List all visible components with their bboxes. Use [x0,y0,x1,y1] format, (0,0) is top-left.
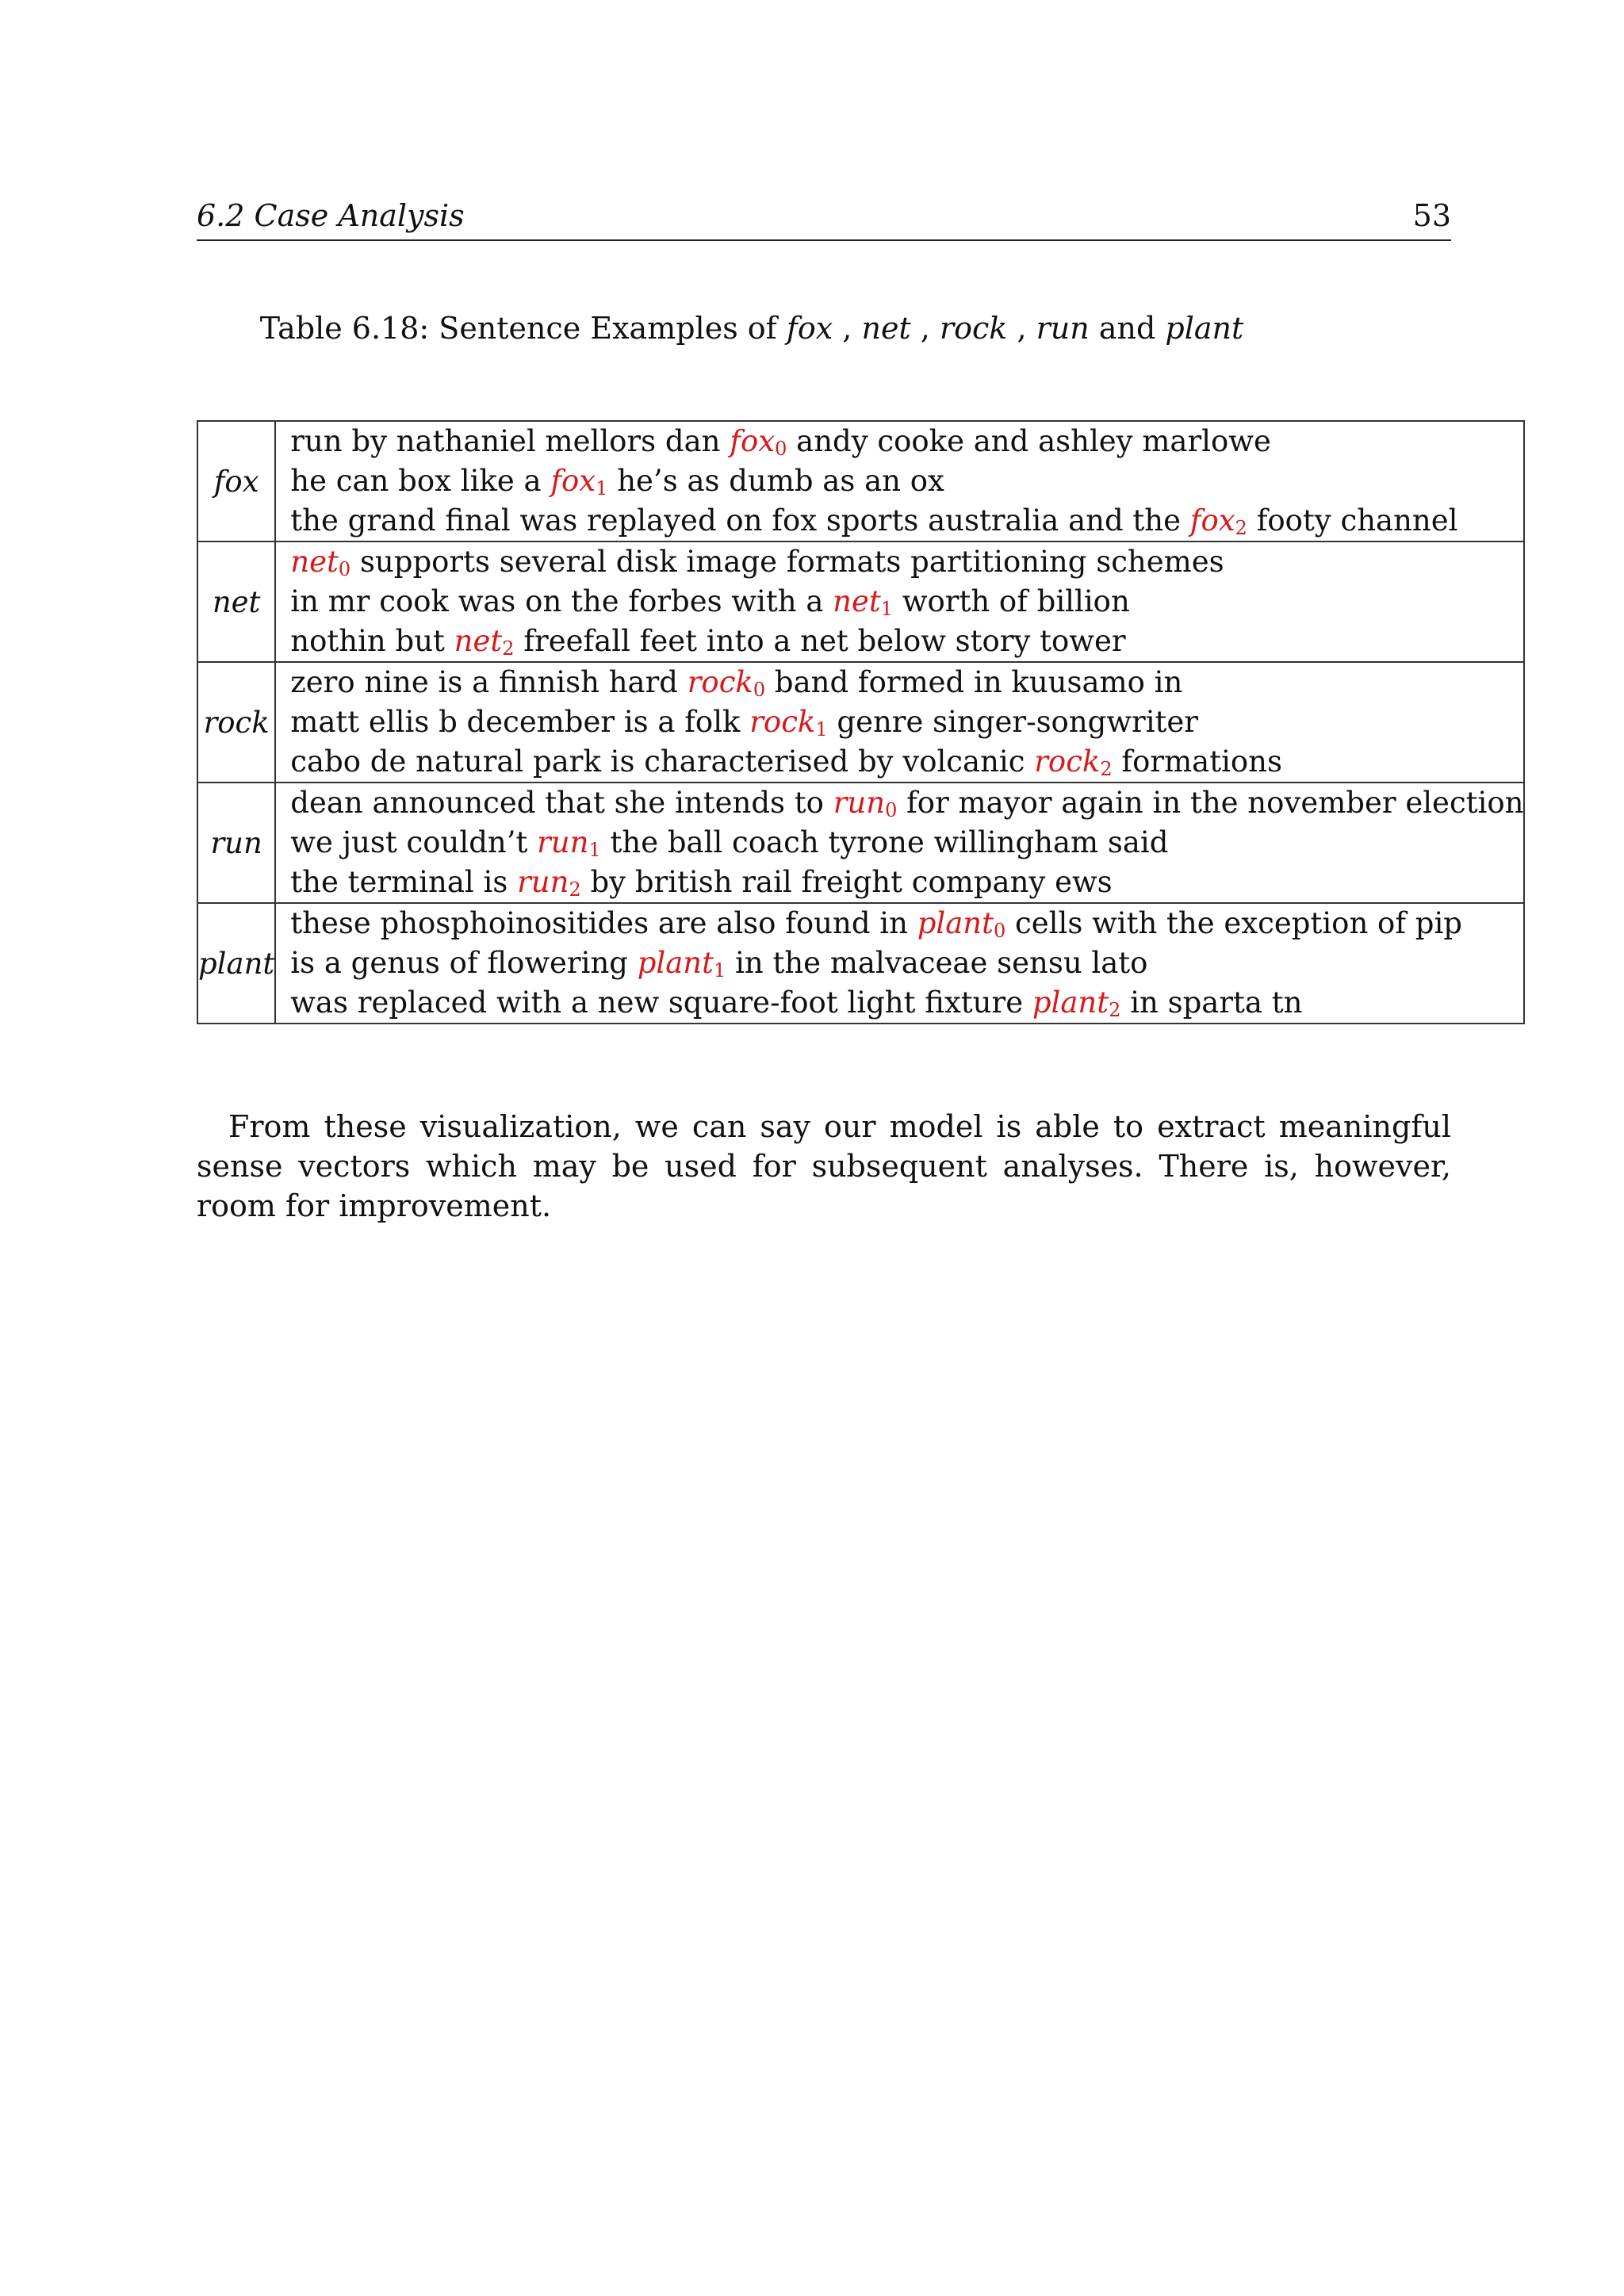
caption-word-plant: plant [1165,311,1244,346]
sense-term [290,545,350,579]
sentence-suffix: in the malvaceae sensu lato [735,946,1148,980]
caption-word-fox: fox [786,311,833,346]
sense-term [1034,744,1112,779]
sense-term [833,786,898,820]
sentence-prefix: is a genus of flowering [290,946,628,980]
caption-separator: , [842,311,852,346]
sense-term [833,584,893,618]
sense-term [517,865,581,899]
example-sentence [290,783,1523,823]
caption-word-net: net [861,311,911,346]
sentence-prefix: these phosphoinositides are also found in [290,906,908,940]
sense-term [730,424,787,458]
paragraph-text: From these visualization, we can say our model is able to extract meaningful sense vectors which may be used for subsequent analyses. There is, however, room for improvement. [197,1109,1451,1223]
example-sentence [290,461,1523,501]
section-title: 6.2 Case Analysis [197,198,465,233]
sense-index: 0 [753,679,766,701]
sentence-suffix: cells with the exception of pip [1015,906,1462,940]
sense-term [454,624,515,658]
body-paragraph [197,1107,1451,1226]
sense-term-word: net [833,584,881,618]
table-row [197,541,1524,662]
sentence-prefix: matt ellis b december is a folk [290,705,741,739]
sense-term-word: rock [1034,744,1101,779]
caption-word-run: run [1036,311,1090,346]
sentence-suffix: he’s as dumb as an ox [617,464,944,498]
sentence-suffix: supports several disk image formats partitioning schemes [359,545,1224,579]
sense-index: 2 [569,878,581,901]
sense-index: 1 [815,718,828,740]
target-word-cell: fox [197,421,275,541]
sense-term-word: run [537,825,589,859]
sense-examples-table [197,420,1525,1024]
sentence-prefix: was replaced with a new square-foot light fixture [290,985,1024,1020]
sentence-suffix: in sparta tn [1130,985,1303,1020]
target-word-cell: run [197,783,275,903]
example-sentence [290,582,1523,622]
target-word-cell: plant [197,903,275,1024]
page-number: 53 [1412,198,1451,233]
example-sentence [290,863,1523,902]
sentence-suffix: formations [1121,744,1283,779]
sense-term [1190,503,1247,538]
sense-index: 1 [880,598,894,620]
sentence-prefix: the terminal is [290,865,508,899]
sense-term-word: plant [917,906,994,940]
sentence-suffix: footy channel [1256,503,1458,538]
caption-separator: , [1017,311,1027,346]
sentence-prefix: nothin but [290,624,445,658]
sense-term [537,825,601,859]
example-sentence [290,422,1523,461]
sense-index: 0 [994,920,1006,942]
sentences-cell [275,662,1524,783]
example-sentence [290,622,1523,661]
sense-term-word: rock [687,665,753,699]
example-sentence [290,943,1523,983]
sentence-suffix: andy cooke and ashley marlowe [796,424,1271,458]
sentences-cell [275,421,1524,541]
example-sentence [290,904,1523,943]
caption-word-rock: rock [939,311,1008,346]
sentence-suffix: genre singer-songwriter [837,705,1198,739]
sense-index: 1 [596,477,608,499]
sentence-prefix: zero nine is a finnish hard [290,665,678,699]
sentence-prefix: run by nathaniel mellors dan [290,424,721,458]
sense-index: 1 [588,839,601,861]
sentence-suffix: for mayor again in the november election [906,786,1524,820]
sense-term-word: run [517,865,569,899]
sense-term [917,906,1006,940]
sense-term [638,946,726,980]
sense-term [1032,985,1121,1020]
caption-separator: , [920,311,930,346]
table-row [197,783,1524,903]
sentence-suffix: the ball coach tyrone willingham said [610,825,1169,859]
sense-term-word: plant [637,946,714,980]
example-sentence [290,702,1523,742]
sense-term-word: fox [730,424,776,458]
example-sentence [290,823,1523,863]
sentences-cell [275,541,1524,662]
example-sentence [290,742,1523,782]
sense-term [550,464,607,498]
target-word-cell: rock [197,662,275,783]
example-sentence [290,542,1523,582]
sense-term-word: net [290,545,339,579]
running-header [197,197,1451,241]
sense-index: 0 [885,799,898,821]
sense-index: 0 [775,438,787,460]
example-sentence [290,663,1523,702]
sense-index: 2 [1235,517,1247,539]
sentence-prefix: dean announced that she intends to [290,786,824,820]
caption-and: and [1098,311,1156,346]
sense-index: 0 [338,558,351,580]
target-word-cell: net [197,541,275,662]
sense-term [749,705,827,739]
sense-index: 2 [1100,758,1113,780]
sense-index: 2 [502,637,515,660]
sense-term-word: net [454,624,503,658]
sense-index: 2 [1109,999,1121,1021]
example-sentence [290,983,1523,1023]
sentences-cell [275,783,1524,903]
caption-label: Table 6.18: Sentence Examples of [259,311,777,346]
sentence-prefix: the grand final was replayed on fox sports australia and the [290,503,1182,538]
table-caption [197,311,1307,346]
sense-term-word: run [833,786,886,820]
sense-term [688,665,765,699]
sentence-suffix: band formed in kuusamo in [774,665,1183,699]
sense-term-word: rock [749,705,816,739]
sentence-prefix: cabo de natural park is characterised by volcanic [290,744,1025,779]
sense-index: 1 [714,959,726,982]
sentence-prefix: we just couldn’t [290,825,528,859]
table-row [197,662,1524,783]
sentence-suffix: by british rail freight company ews [590,865,1113,899]
sense-term-word: fox [550,464,596,498]
sentence-prefix: in mr cook was on the forbes with a [290,584,824,618]
table-row [197,903,1524,1024]
sentence-suffix: worth of billion [902,584,1130,618]
sense-term-word: fox [1189,503,1235,538]
sense-term-word: plant [1032,985,1109,1020]
example-sentence [290,501,1523,541]
table-row [197,421,1524,541]
sentence-suffix: freefall feet into a net below story tower [523,624,1126,658]
sentence-prefix: he can box like a [290,464,542,498]
sentences-cell [275,903,1524,1024]
